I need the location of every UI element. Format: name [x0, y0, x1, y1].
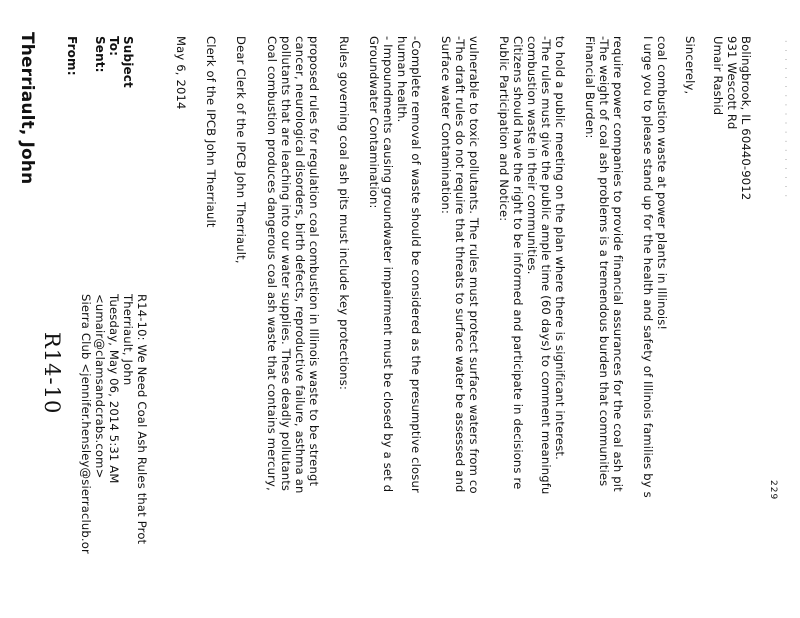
- intro-line: pollutants that are leaching into our water supplies. These deadly pollutants: [279, 36, 293, 492]
- intro-line: Coal combustion produces dangerous coal ash waste that contains mercury,: [265, 36, 279, 491]
- participation-line: to hold a public meeting on the plan where there is significant interest.: [553, 36, 567, 460]
- from-value: Sierra Club <jennifer.hensley@sierraclub.or: [79, 294, 93, 554]
- groundwater-heading: Groundwater Contamination:: [367, 36, 381, 209]
- subject-label: Subject: [121, 36, 135, 88]
- page-number: 229: [768, 480, 778, 501]
- sender-name: Therriault, John: [17, 32, 37, 185]
- participation-line: Citizens should have the right to be informed and participate in decisions re: [511, 36, 525, 490]
- signoff: Sincerely,: [683, 36, 697, 95]
- from-label: From:: [65, 36, 79, 76]
- intro-line: proposed rules for regulation coal combustion in Illinois waste to be strengt: [307, 36, 321, 487]
- participation-line: -The rules must give the public ample time (60 days) to comment meaningfu: [539, 36, 553, 495]
- financial-heading: Financial Burden:: [583, 36, 597, 139]
- salutation: Dear Clerk of the IPCB John Therriault,: [234, 36, 248, 264]
- surface-water-line: -The draft rules do not require that threats to surface water be assessed and: [453, 36, 467, 493]
- signature-name: Umair Rashid: [711, 36, 725, 116]
- docket-number: R14-10: [40, 332, 64, 415]
- financial-line: require power companies to provide financial assurances for the coal ash pit: [611, 36, 625, 492]
- recipient-line: Clerk of the IPCB John Therriault: [204, 36, 218, 228]
- subject-value: R14-10: We Need Coal Ash Rules that Prot: [135, 294, 149, 545]
- participation-line: combustion waste in their communities.: [525, 36, 539, 275]
- financial-line: -The weight of coal ash problems is a tremendous burden that communities: [597, 36, 611, 487]
- to-label: To:: [107, 36, 121, 57]
- groundwater-line: human health.: [395, 36, 409, 123]
- signature-street: 931 Wescott Rd: [725, 36, 739, 130]
- surface-water-heading: Surface water Contamination:: [439, 36, 453, 215]
- scan-footer-dots: · · · · · · · · · · · · · · · · · ·: [781, 40, 790, 200]
- groundwater-line: - Impoundments causing groundwater impairment must be closed by a set d: [381, 36, 395, 493]
- signature-city: Bolingbrook, IL 60440-9012: [739, 36, 753, 201]
- surface-water-line: vulnerable to toxic pollutants. The rules must protect surface waters from co: [467, 36, 481, 494]
- rules-intro: Rules governing coal ash pits must include key protections:: [337, 36, 351, 391]
- letter-date: May 6, 2014: [174, 36, 188, 110]
- from-value-email: <umair@clamsandcrabs.com>: [93, 294, 107, 479]
- closing-plea-line: I urge you to please stand up for the health and safety of Illinois families by s: [641, 36, 655, 498]
- to-value: Therriault, John: [121, 294, 135, 386]
- groundwater-line: -Complete removal of waste should be considered as the presumptive closur: [409, 36, 423, 493]
- closing-plea-line: coal combustion waste at power plants in Illinois!: [655, 36, 669, 331]
- participation-heading: Public Participation and Notice:: [497, 36, 511, 222]
- sent-value: Tuesday, May 06, 2014 5:31 AM: [107, 294, 121, 484]
- sent-label: Sent:: [93, 36, 107, 73]
- intro-line: cancer, neurological disorders, birth defects, reproductive failure, asthma an: [293, 36, 307, 494]
